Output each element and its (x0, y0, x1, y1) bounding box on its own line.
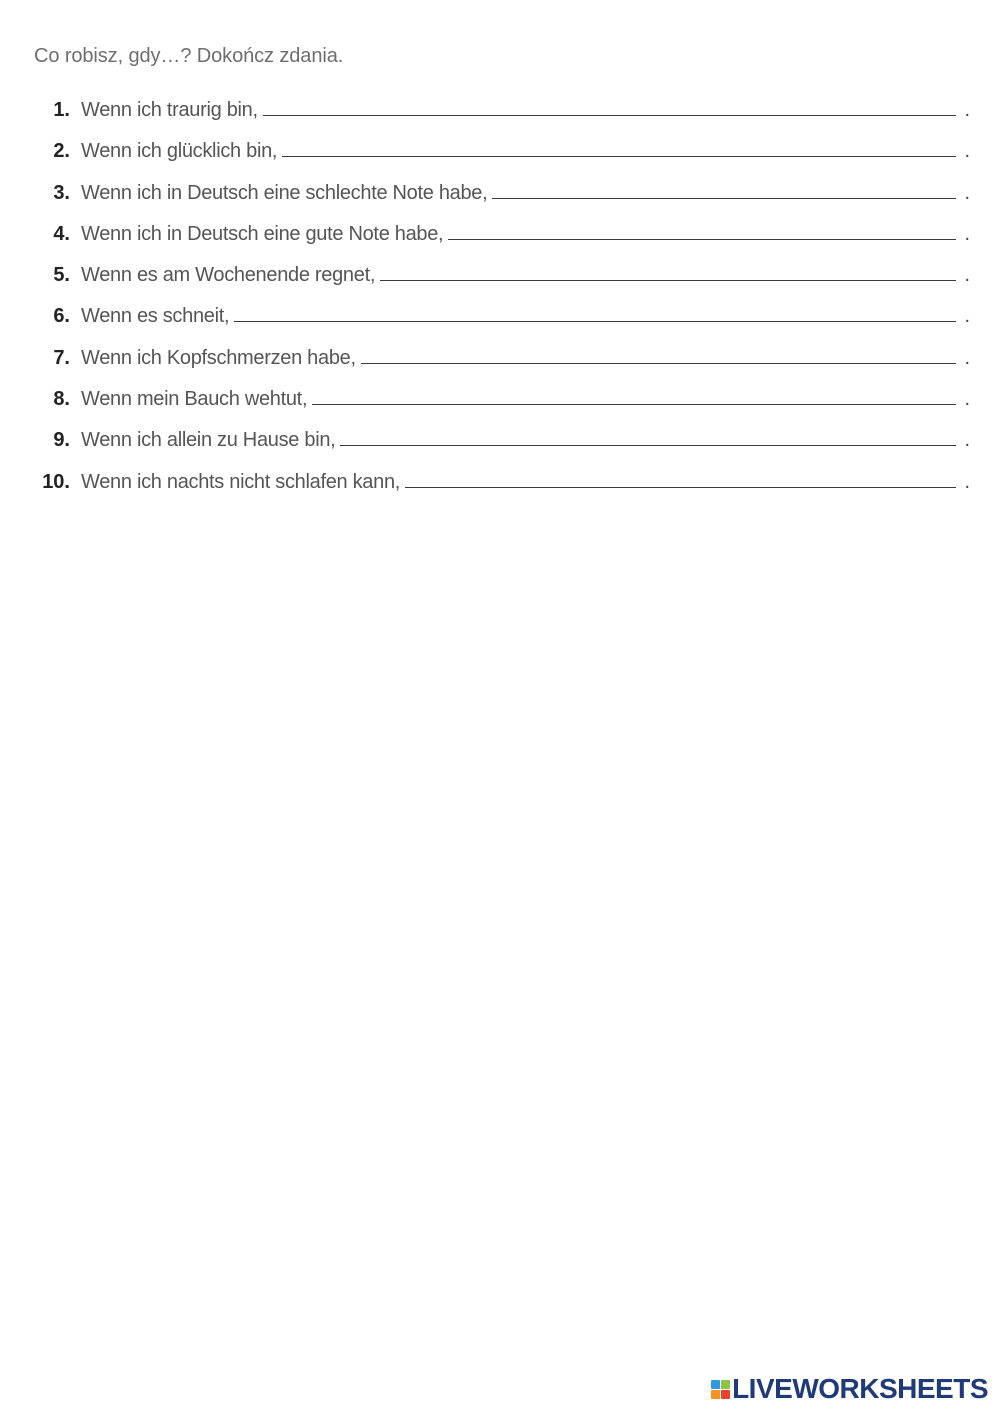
sentence-prompt: Wenn ich allein zu Hause bin, (81, 429, 336, 452)
item-number: 7. (53, 346, 70, 369)
sentence-item-9 (30, 426, 970, 467)
item-number: 3. (53, 181, 70, 204)
item-number: 1. (53, 99, 70, 121)
answer-blank[interactable] (263, 96, 956, 116)
item-number: 2. (53, 140, 70, 163)
item-number: 6. (53, 305, 70, 328)
liveworksheets-logo (711, 1374, 988, 1404)
sentence-end: . (964, 388, 970, 411)
sentence-prompt: Wenn ich nachts nicht schlafen kann, (81, 470, 401, 493)
sentence-item-4 (30, 220, 970, 261)
logo-square-icon (711, 1380, 720, 1389)
sentence-prompt: Wenn es am Wochenende regnet, (81, 264, 376, 287)
answer-blank[interactable] (312, 385, 956, 405)
sentence-item-2 (30, 137, 970, 178)
answer-blank[interactable] (361, 344, 956, 364)
sentence-end: . (964, 264, 970, 287)
sentence-end: . (964, 429, 970, 452)
answer-blank[interactable] (492, 179, 956, 199)
answer-blank[interactable] (380, 261, 956, 281)
item-number: 5. (53, 264, 70, 287)
sentence-item-1 (30, 96, 970, 137)
sentence-prompt: Wenn ich in Deutsch eine schlechte Note habe, (81, 181, 488, 204)
logo-square-icon (721, 1380, 730, 1389)
sentence-end: . (964, 305, 970, 328)
item-number: 9. (53, 429, 70, 452)
sentence-end: . (964, 140, 970, 163)
sentence-prompt: Wenn ich glücklich bin, (81, 140, 278, 163)
sentence-prompt: Wenn mein Bauch wehtut, (81, 388, 308, 411)
sentence-item-5 (30, 261, 970, 302)
answer-blank[interactable] (282, 137, 956, 157)
sentence-end: . (964, 99, 970, 121)
sentence-prompt: Wenn ich in Deutsch eine gute Note habe, (81, 222, 444, 245)
logo-text: LIVEWORKSHEETS (732, 1373, 988, 1404)
answer-blank[interactable] (234, 302, 956, 322)
answer-blank[interactable] (448, 220, 956, 240)
sentence-item-3 (30, 179, 970, 220)
sentence-end: . (964, 222, 970, 245)
sentence-item-6 (30, 302, 970, 343)
answer-blank[interactable] (405, 468, 956, 488)
sentence-item-7 (30, 344, 970, 385)
sentence-prompt: Wenn ich traurig bin, (81, 99, 258, 121)
exercise-instruction: Co robisz, gdy…? Dokończ zdania. (34, 45, 344, 67)
sentence-prompt: Wenn ich Kopfschmerzen habe, (81, 346, 356, 369)
logo-square-icon (711, 1390, 720, 1399)
item-number: 10. (42, 470, 70, 493)
sentence-list (30, 96, 970, 509)
sentence-item-10 (30, 468, 970, 509)
sentence-end: . (964, 181, 970, 204)
item-number: 4. (53, 222, 70, 245)
answer-blank[interactable] (340, 426, 956, 446)
logo-mark-icon (711, 1380, 730, 1399)
sentence-end: . (964, 346, 970, 369)
sentence-prompt: Wenn es schneit, (81, 305, 230, 328)
item-number: 8. (53, 388, 70, 411)
sentence-end: . (964, 470, 970, 493)
logo-square-icon (721, 1390, 730, 1399)
sentence-item-8 (30, 385, 970, 426)
